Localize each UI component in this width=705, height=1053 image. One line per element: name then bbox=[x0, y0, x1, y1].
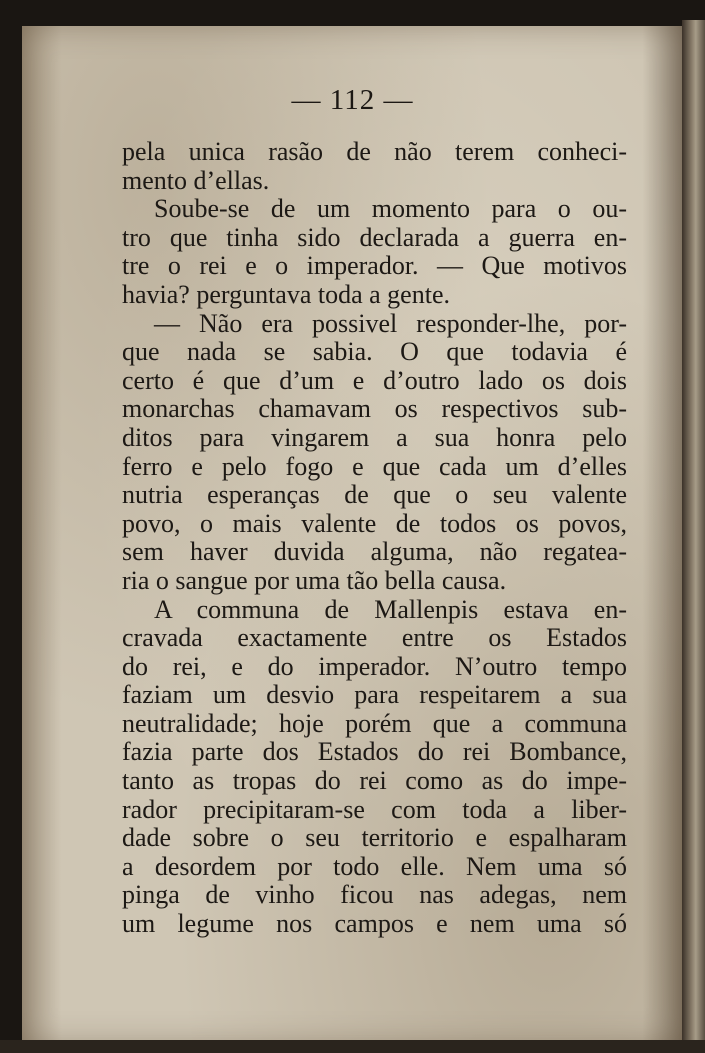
text-line: mento d’ellas. bbox=[122, 165, 270, 195]
text-line: neutralidade; hoje porém que a communa bbox=[122, 708, 627, 738]
text-line: a desordem por todo elle. Nem uma só bbox=[122, 851, 627, 881]
text-line: um legume nos campos e nem uma só bbox=[122, 909, 627, 939]
text-line: fazia parte dos Estados do rei Bombance, bbox=[122, 737, 627, 767]
text-line: tre o rei e o imperador. — Que motivos bbox=[122, 251, 627, 281]
text-line: dade sobre o seu territorio e espalharam bbox=[122, 823, 627, 853]
page-number: — 112 — bbox=[291, 84, 414, 116]
body-text bbox=[122, 138, 627, 939]
text-line: nutria esperanças de que o seu valente bbox=[122, 480, 627, 510]
text-line: Soube-se de um momento para o ou- bbox=[154, 194, 627, 224]
text-line: A communa de Mallenpis estava en- bbox=[154, 594, 627, 624]
book-bottom-edge bbox=[0, 1040, 705, 1053]
text-line: sem haver duvida alguma, não regatea- bbox=[122, 537, 627, 567]
text-line: monarchas chamavam os respectivos sub- bbox=[122, 394, 627, 424]
text-line: certo é que d’um e d’outro lado os dois bbox=[122, 365, 627, 395]
text-line: rador precipitaram-se com toda a liber- bbox=[122, 794, 627, 824]
text-line: ditos para vingarem a sua honra pelo bbox=[122, 422, 627, 452]
text-line: tanto as tropas do rei como as do impe- bbox=[122, 766, 627, 796]
text-line: pela unica rasão de não terem conheci- bbox=[122, 137, 627, 166]
text-line: ferro e pelo fogo e que cada um d’elles bbox=[122, 451, 627, 481]
text-line: tro que tinha sido declarada a guerra en- bbox=[122, 222, 627, 252]
text-line: havia? perguntava toda a gente. bbox=[122, 279, 450, 309]
text-line: faziam um desvio para respeitarem a sua bbox=[122, 680, 627, 710]
book-right-edge bbox=[682, 20, 705, 1053]
text-line: que nada se sabia. O que todavia é bbox=[122, 337, 627, 367]
text-line: ria o sangue por uma tão bella causa. bbox=[122, 565, 507, 595]
text-line: cravada exactamente entre os Estados bbox=[122, 623, 627, 653]
text-line: pinga de vinho ficou nas adegas, nem bbox=[122, 880, 627, 910]
text-line: do rei, e do imperador. N’outro tempo bbox=[122, 651, 627, 681]
text-line: povo, o mais valente de todos os povos, bbox=[122, 508, 627, 538]
text-line: — Não era possivel responder-lhe, por- bbox=[154, 308, 627, 338]
